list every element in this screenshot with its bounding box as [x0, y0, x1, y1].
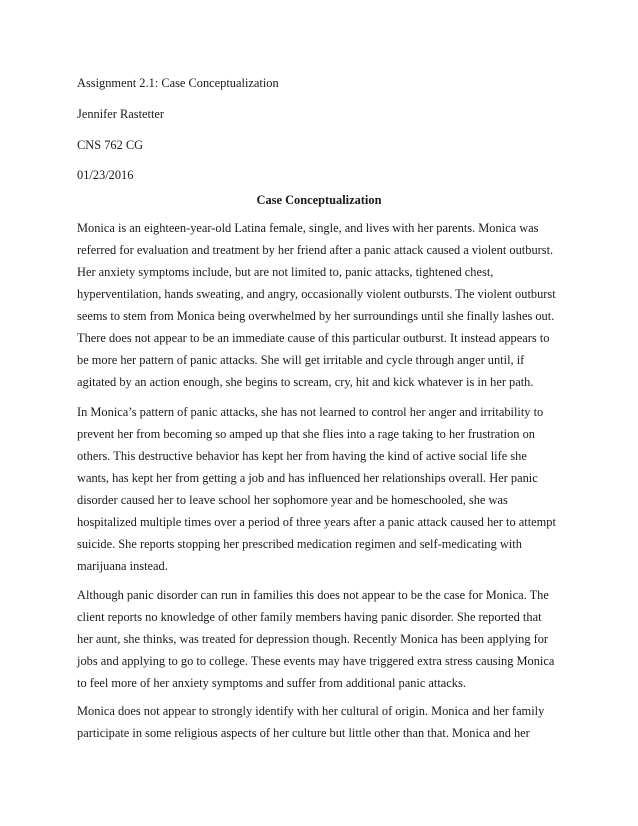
paragraph-line: In Monica’s pattern of panic attacks, she has not learned to control her anger and irritability to	[77, 405, 544, 419]
paragraph-line: referred for evaluation and treatment by her friend after a panic attack caused a violent outburst.	[77, 243, 554, 257]
paragraph-line: seems to stem from Monica being overwhelmed by her surroundings until she finally lashes out.	[77, 309, 555, 323]
paragraph-line: to feel more of her anxiety symptoms and suffer from additional panic attacks.	[77, 676, 466, 690]
paragraph-line: There does not appear to be an immediate cause of this particular outburst. It instead appears to	[77, 331, 550, 345]
paragraph-line: others. This destructive behavior has kept her from having the kind of active social life she	[77, 449, 527, 463]
paragraph-line: suicide. She reports stopping her prescribed medication regimen and self-medicating with	[77, 537, 522, 551]
course-code: CNS 762 CG	[77, 138, 144, 152]
paragraph-line: hospitalized multiple times over a period of three years after a panic attack caused her to attempt	[77, 515, 556, 529]
paragraph-3	[77, 584, 567, 694]
document-date: 01/23/2016	[77, 168, 134, 182]
assignment-heading: Assignment 2.1: Case Conceptualization	[77, 76, 279, 90]
document-title: Case Conceptualization	[256, 193, 382, 207]
paragraph-line: client reports no knowledge of other family members having panic disorder. She reported that	[77, 610, 542, 624]
paragraph-line: wants, has kept her from getting a job and has influenced her relationships overall. Her panic	[77, 471, 538, 485]
paragraph-line: jobs and applying to go to college. These events may have triggered extra stress causing Monica	[77, 654, 555, 668]
paragraph-line: Monica does not appear to strongly identify with her cultural of origin. Monica and her family	[77, 704, 545, 718]
author-name: Jennifer Rastetter	[77, 107, 165, 121]
paragraph-line: Monica is an eighteen-year-old Latina female, single, and lives with her parents. Monica was	[77, 221, 539, 235]
paragraph-line: disorder caused her to leave school her sophomore year and be homeschooled, she was	[77, 493, 508, 507]
paragraph-4	[77, 700, 567, 744]
paragraph-line: prevent her from becoming so amped up that she flies into a rage taking to her frustration on	[77, 427, 535, 441]
paragraph-line: be more her pattern of panic attacks. She will get irritable and cycle through anger until, if	[77, 353, 525, 367]
paragraph-line: participate in some religious aspects of her culture but little other than that. Monica and her	[77, 726, 530, 740]
paragraph-line: agitated by an action enough, she begins to scream, cry, hit and kick whatever is in her path.	[77, 375, 534, 389]
paragraph-1	[77, 217, 567, 393]
paragraph-line: her aunt, she thinks, was treated for depression though. Recently Monica has been applying for	[77, 632, 549, 646]
paragraph-line: hyperventilation, hands sweating, and angry, occasionally violent outbursts. The violent outburst	[77, 287, 556, 301]
paragraph-line: Her anxiety symptoms include, but are not limited to, panic attacks, tightened chest,	[77, 265, 494, 279]
paragraph-line: marijuana instead.	[77, 559, 168, 573]
paragraph-line: Although panic disorder can run in families this does not appear to be the case for Monica. The	[77, 588, 549, 602]
paragraph-2	[77, 401, 567, 577]
